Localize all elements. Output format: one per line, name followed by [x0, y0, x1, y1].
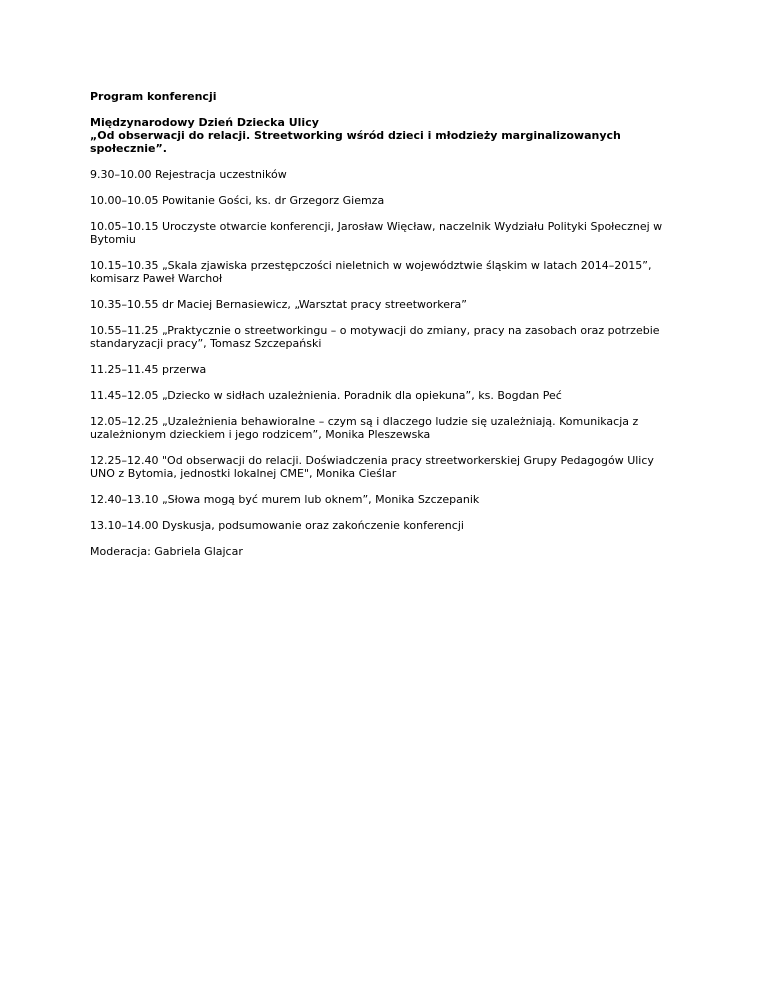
- schedule-item-break: 11.25–11.45 przerwa: [90, 363, 207, 376]
- schedule-item-crime-scale: 10.15–10.35 „Skala zjawiska przestępczości nieletnich w województwie śląskim w latach 2014–2015”, komisarz Paweł Warchoł: [90, 259, 652, 285]
- schedule-list: [90, 168, 680, 558]
- schedule-item-welcome: 10.00–10.05 Powitanie Gości, ks. dr Grzegorz Giemza: [90, 194, 385, 207]
- schedule-item-addiction-guide: 11.45–12.05 „Dziecko w sidłach uzależnienia. Poradnik dla opiekuna”, ks. Bogdan Peć: [90, 389, 562, 402]
- schedule-item-discussion: 13.10–14.00 Dyskusja, podsumowanie oraz zakończenie konferencji: [90, 519, 464, 532]
- schedule-item-streetworker-workshop: 10.35–10.55 dr Maciej Bernasiewicz, „Warsztat pracy streetworkera”: [90, 298, 467, 311]
- schedule-item-words-wall-window: 12.40–13.10 „Słowa mogą być murem lub oknem”, Monika Szczepanik: [90, 493, 480, 506]
- schedule-item-uno-experience: 12.25–12.40 "Od obserwacji do relacji. Doświadczenia pracy streetworkerskiej Grupy Pedagogów Ulicy UNO z Bytomia, jednostki lokalnej CME", Monika Cieślar: [90, 454, 654, 480]
- document-page: [90, 90, 680, 571]
- schedule-item-behavioral-addictions: 12.05–12.25 „Uzależnienia behawioralne – czym są i dlaczego ludzie się uzależniają. Komunikacja z uzależnionym dzieckiem i jego rodzicem”, Monika Pleszewska: [90, 415, 639, 441]
- schedule-item-registration: 9.30–10.00 Rejestracja uczestników: [90, 168, 287, 181]
- document-title: Program konferencji: [90, 90, 217, 103]
- schedule-item-opening: 10.05–10.15 Uroczyste otwarcie konferencji, Jarosław Więcław, naczelnik Wydziału Polityki Społecznej w Bytomiu: [90, 220, 663, 246]
- event-name: Międzynarodowy Dzień Dziecka Ulicy: [90, 116, 319, 129]
- schedule-item-practical-streetworking: 10.55–11.25 „Praktycznie o streetworkingu – o motywacji do zmiany, pracy na zasobach oraz potrzebie standaryzacji pracy”, Tomasz Szczepański: [90, 324, 660, 350]
- event-subtitle: „Od obserwacji do relacji. Streetworking wśród dzieci i młodzieży marginalizowanych społecznie”.: [90, 129, 621, 155]
- moderation-note: Moderacja: Gabriela Glajcar: [90, 545, 243, 558]
- event-header: [90, 116, 680, 155]
